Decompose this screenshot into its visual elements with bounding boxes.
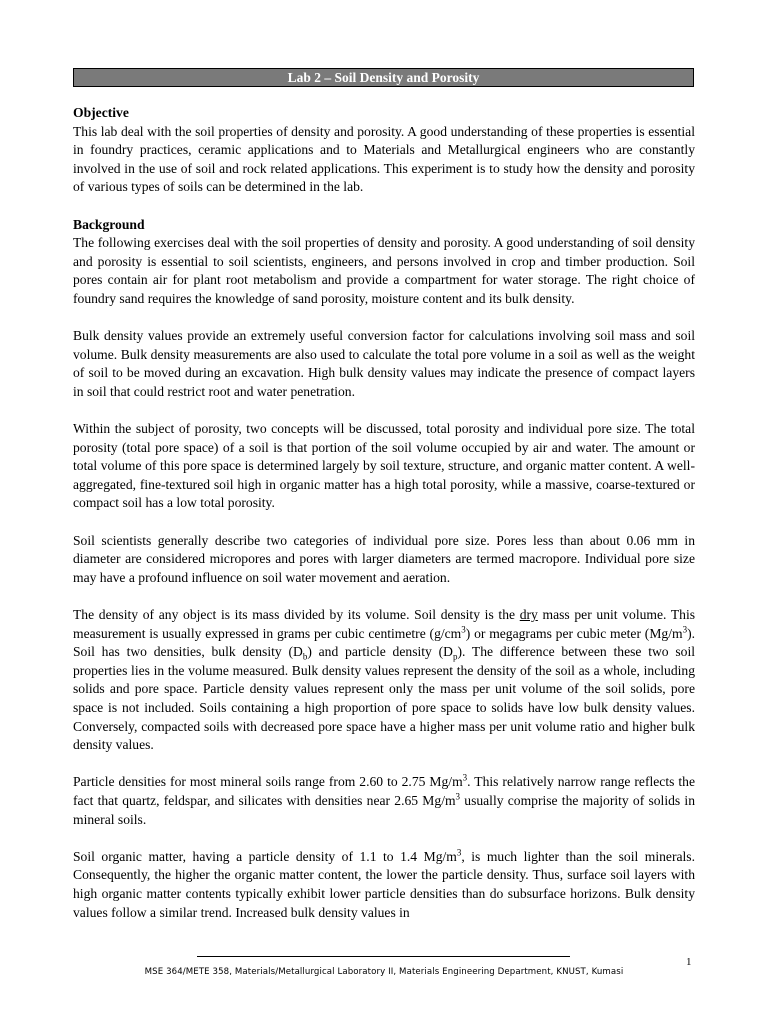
lab-title: Lab 2 – Soil Density and Porosity [287,70,480,85]
background-paragraph-5: The density of any object is its mass divided by its volume. Soil density is the dry mass per unit volume. This measurement is usually expressed in grams per cubic centimetre $(g/cm^3)$ or megagrams per cubic meter $(Mg/m^3)$. Soil has two densities, bulk density $(D_b)$ and particle density $(D_p)$. The difference between these two soil properties lies in the volume measured. Bulk density values represent the density of the soil as a whole, including solids and pore space. Particle density values represent only the mass per unit volume of the soil solids, pore space is not included. Soils containing a high proportion of pore space to solids have low bulk density values. Conversely, compacted soils with decreased pore space have a higher mass per unit volume ratio and higher bulk density values. [73,607,696,753]
page-number: 1 [686,956,692,968]
background-paragraph-2: Bulk density values provide an extremely useful conversion factor for calculations involving soil mass and soil volume. Bulk density measurements are also used to calculate the total pore volume in a soil as well as the weight of soil to be moved during an excavation. High bulk density values may indicate the presence of compact layers in soil that could restrict root and water penetration. [73,328,695,399]
background-paragraph-1: The following exercises deal with the soil properties of density and porosity. A good understanding of soil density and porosity is essential to soil scientists, engineers, and persons involved in crop and timber production. Soil pores contain air for plant root metabolism and provide a compartment for water storage. The right choice of foundry sand requires the knowledge of sand porosity, moisture content and its bulk density. [73,235,695,306]
footer-text: MSE 364/METE 358, Materials/Metallurgical Laboratory II, Materials Engineering Department, KNUST, Kumasi [144,967,624,977]
background-paragraph-3: Within the subject of porosity, two concepts will be discussed, total porosity and individual pore size. The total porosity (total pore space) of a soil is that portion of the soil volume occupied by air and water. The amount or total volume of this pore space is determined largely by soil texture, structure, and organic matter content. A well-aggregated, fine-textured soil high in organic matter has a high total porosity, while a massive, coarse-textured or compact soil has a low total porosity. [73,421,695,511]
dry-underlined: dry [519,607,538,623]
footer-divider [197,956,570,957]
background-paragraph-7: Soil organic matter, having a particle density of 1.1 to 1.4 $Mg/m^3$, is much lighter than the soil minerals. Consequently, the higher the organic matter content, the lower the particle density. Thus, surface soil layers with high organic matter contents typically exhibit lower particle densities than do subsurface horizons. Bulk density values follow a similar trend. Increased bulk density values in [73,847,695,920]
background-paragraph-6: Particle densities for most mineral soils range from 2.60 to 2.75 $Mg/m^3$. This relatively narrow range reflects the fact that quartz, feldspar, and silicates with densities near 2.65 $Mg/m^3$ usually comprise the majority of solids in mineral soils. [73,772,695,827]
objective-text: This lab deal with the soil properties of density and porosity. A good understanding of these properties is essential in foundry practices, ceramic applications and to Materials and Metallurgical engineers who are constantly involved in the use of soil and rock related applications. This experiment is to study how the density and porosity of various types of soils can be determined in the lab. [73,123,695,195]
document-body [73,104,695,922]
objective-heading: Objective [73,105,129,120]
background-heading: Background [73,216,145,232]
background-paragraph-4: Soil scientists generally describe two categories of individual pore size. Pores less than about 0.06 mm in diameter are considered micropores and pores with larger diameters are termed macropore. Individual pore size may have a profound influence on soil water movement and aeration. [73,532,695,585]
lab-title-bar [73,68,694,87]
